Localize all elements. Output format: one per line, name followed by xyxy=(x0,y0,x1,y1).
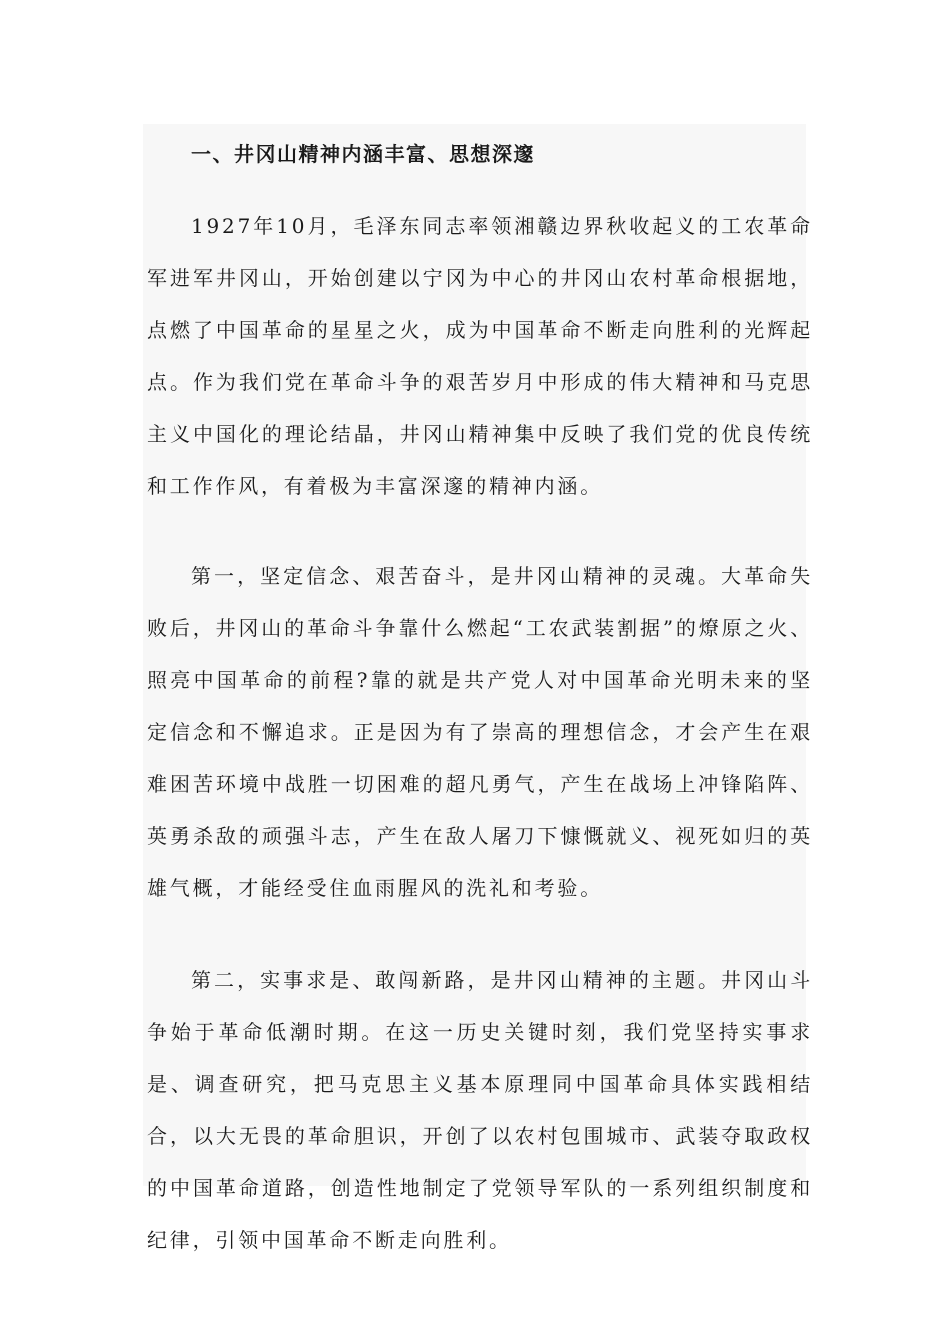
section-heading: 一、井冈山精神内涵丰富、思想深邃 xyxy=(191,142,535,166)
paragraph-founding: 1927年10月，毛泽东同志率领湘赣边界秋收起义的工农革命军进军井冈山，开始创建以宁冈为中心的井冈山农村革命根据地，点燃了中国革命的星星之火，成为中国革命不断走向胜利的光辉起点。作为我们党在革命斗争的艰苦岁月中形成的伟大精神和马克思主义中国化的理论结晶，井冈山精神集中反映了我们党的优良传统和工作作风，有着极为丰富深邃的精神内涵。 xyxy=(147,214,813,498)
paragraph-first-point: 第一，坚定信念、艰苦奋斗，是井冈山精神的灵魂。大革命失败后，井冈山的革命斗争靠什么燃起“工农武装割据”的燎原之火、照亮中国革命的前程?靠的就是共产党人对中国革命光明未来的坚定信念和不懈追求。正是因为有了崇高的理想信念，才会产生在艰难困苦环境中战胜一切困难的超凡勇气，产生在战场上冲锋陷阵、英勇杀敌的顽强斗志，产生在敌人屠刀下慷慨就义、视死如归的英雄气概，才能经受住血雨腥风的洗礼和考验。 xyxy=(147,564,813,900)
paragraph-second-point: 第二，实事求是、敢闯新路，是井冈山精神的主题。井冈山斗争始于革命低潮时期。在这一历史关键时刻，我们党坚持实事求是、调查研究，把马克思主义基本原理同中国革命具体实践相结合，以大无畏的革命胆识，开创了以农村包围城市、武装夺取政权的中国革命道路，创造性地制定了党领导军队的一系列组织制度和纪律，引领中国革命不断走向胜利。 xyxy=(147,968,813,1252)
document-body xyxy=(147,124,813,1266)
